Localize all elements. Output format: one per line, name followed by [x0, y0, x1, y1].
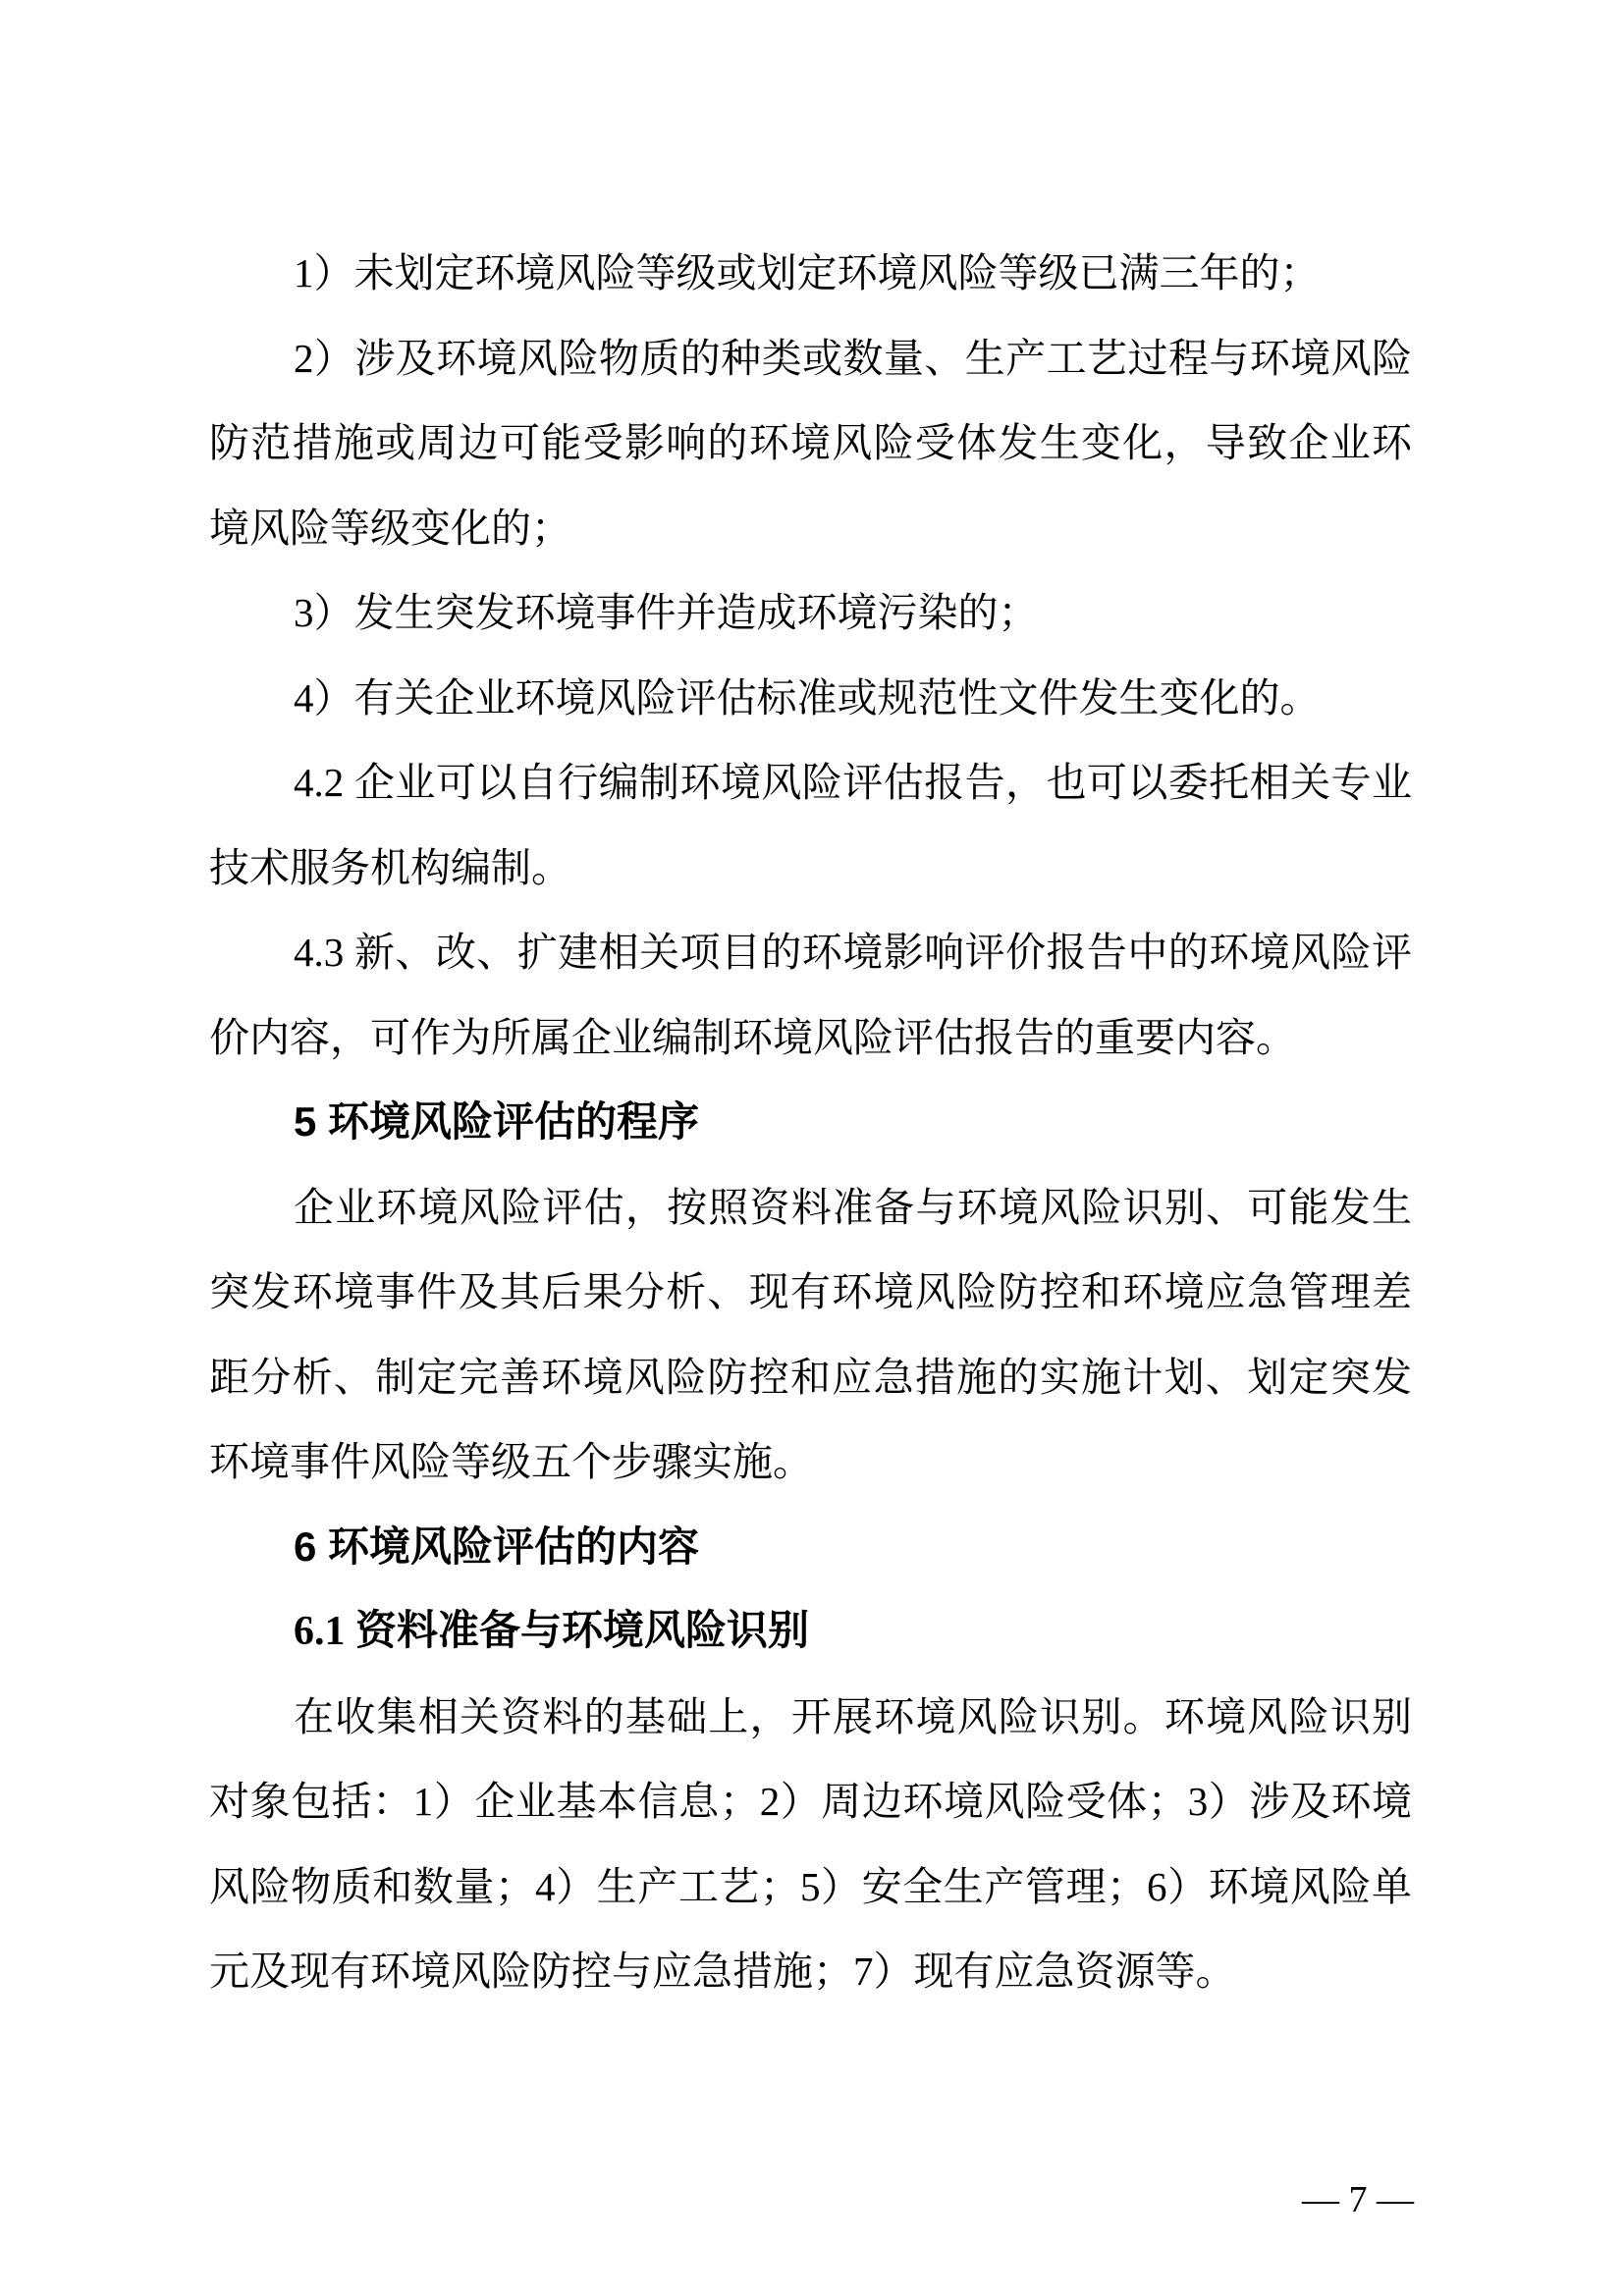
- document-body: [209, 231, 1412, 2014]
- body-line: 3）发生突发环境事件并造成环境污染的；: [294, 590, 1039, 635]
- body-line: 环境事件风险等级五个步骤实施。: [209, 1439, 813, 1484]
- body-line: 价内容，可作为所属企业编制环境风险评估报告的重要内容。: [209, 1014, 1296, 1060]
- body-line: 境风险等级变化的；: [209, 505, 571, 551]
- body-line: 1）未划定环境风险等级或划定环境风险等级已满三年的；: [294, 250, 1321, 295]
- body-line: 技术服务机构编制。: [209, 844, 571, 890]
- body-line: 突发环境事件及其后果分析、现有环境风险防控和环境应急管理差: [209, 1269, 1412, 1314]
- body-line: 4.3 新、改、扩建相关项目的环境影响评价报告中的环境风险评: [294, 930, 1412, 975]
- body-line: 在收集相关资料的基础上，开展环境风险识别。环境风险识别: [294, 1693, 1412, 1739]
- body-line: 元及现有环境风险防控与应急措施；7）现有应急资源等。: [209, 1949, 1236, 1994]
- body-line: 4）有关企业环境风险评估标准或规范性文件发生变化的。: [294, 674, 1321, 721]
- body-line: 企业环境风险评估，按照资料准备与环境风险识别、可能发生: [294, 1184, 1412, 1230]
- body-line: 4.2 企业可以自行编制环境风险评估报告，也可以委托相关专业: [294, 760, 1412, 805]
- body-line: 对象包括：1）企业基本信息；2）周边环境风险受体；3）涉及环境: [209, 1779, 1412, 1824]
- page-number: — 7 —: [1302, 2179, 1414, 2220]
- page-footer: [1265, 2120, 1414, 2279]
- body-line: 风险物质和数量；4）生产工艺；5）安全生产管理；6）环境风险单: [209, 1863, 1412, 1909]
- body-line: 防范措施或周边可能受影响的环境风险受体发生变化，导致企业环: [209, 420, 1412, 465]
- section-heading: 6 环境风险评估的内容: [294, 1522, 700, 1570]
- body-line: 距分析、制定完善环境风险防控和应急措施的实施计划、划定突发: [209, 1354, 1412, 1400]
- body-line: 2）涉及环境风险物质的种类或数量、生产工艺过程与环境风险: [294, 335, 1412, 381]
- section-heading: 5 环境风险评估的程序: [294, 1098, 700, 1145]
- subsection-heading: 6.1 资料准备与环境风险识别: [294, 1609, 810, 1654]
